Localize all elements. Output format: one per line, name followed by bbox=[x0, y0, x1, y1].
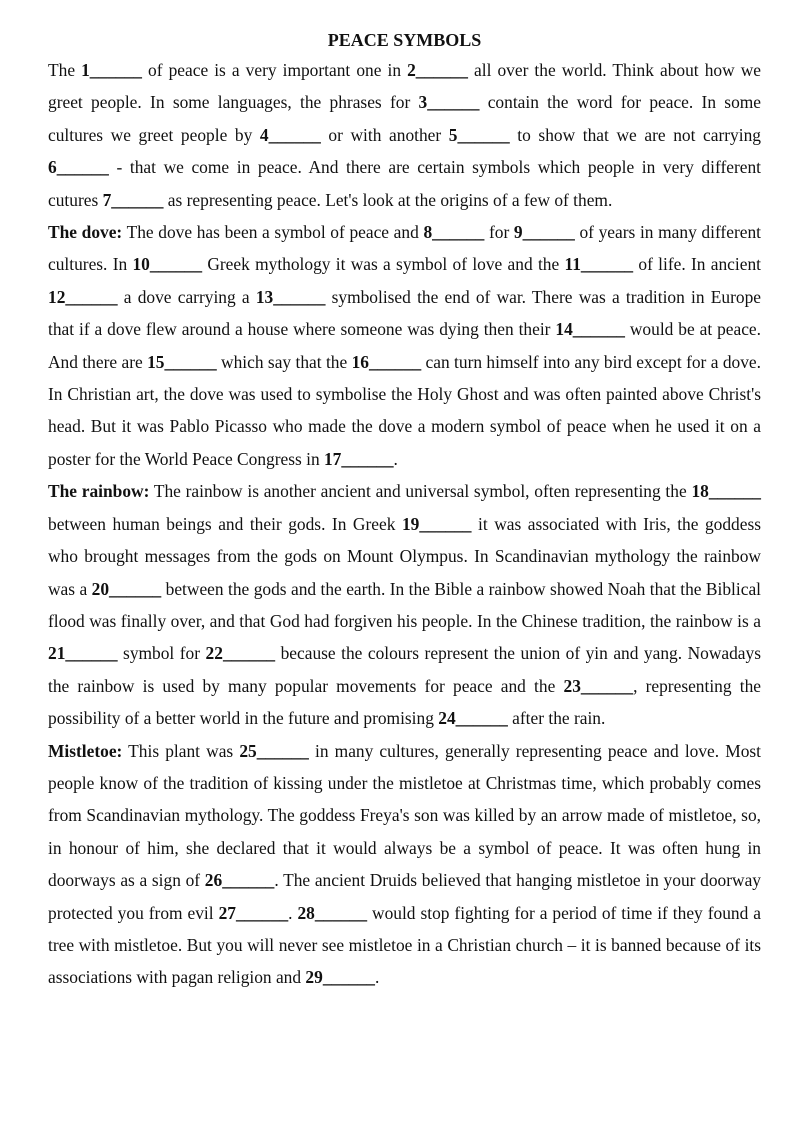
blank-gap: 3______ bbox=[418, 92, 480, 113]
blank-gap: 17______ bbox=[323, 448, 394, 469]
blank-gap: 8______ bbox=[423, 222, 485, 243]
paragraph bbox=[48, 735, 761, 994]
blank-gap: 26______ bbox=[204, 870, 275, 891]
page-title: PEACE SYMBOLS bbox=[327, 30, 482, 50]
blank-gap: 13______ bbox=[255, 286, 326, 307]
body-text: or with another bbox=[320, 124, 449, 145]
blank-gap: 5______ bbox=[448, 124, 510, 145]
blank-gap: 19______ bbox=[401, 513, 472, 534]
body-text: as representing peace. Let's look at the origins of a few of them. bbox=[163, 189, 613, 210]
blank-gap: 29______ bbox=[305, 967, 375, 988]
body-text: a dove carrying a bbox=[117, 286, 256, 307]
body-text: - that we come in peace. And there are certain symbols which people in very different cutures bbox=[48, 157, 761, 210]
body-text: symbolised the end of war. There was a tradition in Europe that if a dove flew around a house where someone was dying then their bbox=[48, 286, 762, 340]
blank-gap: 10______ bbox=[132, 254, 203, 275]
blank-gap: 12______ bbox=[48, 286, 118, 307]
section-heading: Mistletoe: bbox=[48, 740, 123, 761]
body-text: it was associated with Iris, the goddess who brought messages from the gods on Mount Olympus. In Scandinavian mythology the rainbow was a bbox=[48, 513, 761, 599]
blank-gap: 20______ bbox=[91, 578, 162, 599]
blank-gap: 22______ bbox=[205, 643, 276, 664]
blank-gap: 25______ bbox=[239, 740, 309, 761]
blank-gap: 23______ bbox=[563, 675, 634, 696]
body-text: would be at peace. And there are bbox=[48, 319, 761, 372]
body-text: for bbox=[484, 222, 514, 243]
body-text: , representing the possibility of a better world in the future and promising bbox=[48, 675, 761, 729]
blank-gap: 2______ bbox=[407, 60, 468, 80]
paragraph bbox=[48, 475, 761, 734]
body-text: of peace is a very important one in bbox=[141, 60, 408, 80]
body-text: between the gods and the earth. In the Bible a rainbow showed Noah that the Biblical flood was finally over, and that God had forgiven his people. In the Chinese tradition, the rainbow is a bbox=[48, 578, 761, 631]
body-text: in many cultures, generally representing peace and love. Most people know of the tradition of kissing under the mistletoe at Christmas time, which probably comes from Scandinavian mythology. The goddess Freya's son was killed by an arrow made of mistletoe, so, in honour of him, she declared that it would always be a symbol of peace. It was often hung in doorways as a sign of bbox=[48, 740, 761, 891]
blank-gap: 6______ bbox=[48, 157, 109, 178]
blank-gap: 21______ bbox=[48, 643, 118, 664]
worksheet-page bbox=[48, 26, 761, 994]
body-text: contain the word for peace. In some cultures we greet people by bbox=[48, 92, 762, 145]
body-text: after the rain. bbox=[507, 708, 606, 729]
body-text: of years in many different cultures. In bbox=[48, 222, 761, 275]
body-text: . The ancient Druids believed that hanging mistletoe in your doorway protected you from evil bbox=[48, 870, 761, 923]
worksheet-body bbox=[48, 54, 761, 994]
body-text: between human beings and their gods. In Greek bbox=[48, 513, 402, 534]
blank-gap: 1______ bbox=[81, 60, 142, 80]
blank-gap: 18______ bbox=[691, 481, 761, 502]
body-text: . bbox=[288, 902, 298, 923]
blank-gap: 14______ bbox=[555, 319, 625, 340]
blank-gap: 16______ bbox=[351, 351, 422, 372]
blank-gap: 7______ bbox=[102, 189, 164, 210]
blank-gap: 15______ bbox=[147, 351, 217, 372]
blank-gap: 27______ bbox=[218, 902, 289, 923]
body-text: all over the world. Think about how we greet people. In some languages, the phrases for bbox=[48, 60, 761, 113]
body-text: The rainbow is another ancient and universal symbol, often representing the bbox=[149, 481, 692, 502]
blank-gap: 9______ bbox=[513, 222, 575, 243]
body-text: Greek mythology it was a symbol of love and the bbox=[202, 254, 565, 275]
section-heading: The dove: bbox=[48, 222, 123, 243]
body-text: . bbox=[374, 967, 380, 988]
blank-gap: 24______ bbox=[438, 708, 508, 729]
body-text: because the colours represent the union of yin and yang. Nowadays the rainbow is used by many popular movements for peace and the bbox=[48, 643, 761, 696]
body-text: to show that we are not carrying bbox=[509, 124, 761, 145]
body-text: can turn himself into any bird except for a dove. In Christian art, the dove was used to symbolise the Holy Ghost and was often painted above Christ's head. But it was Pablo Picasso who made the dove a modern symbol of peace when he used it on a poster for the World Peace Congress in bbox=[48, 351, 761, 469]
section-heading: The rainbow: bbox=[48, 481, 150, 502]
blank-gap: 28______ bbox=[297, 902, 368, 923]
paragraph bbox=[48, 216, 761, 475]
body-text: This plant was bbox=[122, 740, 240, 761]
body-text: of life. In ancient bbox=[633, 254, 761, 275]
body-text: would stop fighting for a period of time if they found a tree with mistletoe. But you will never see mistletoe in a Christian church – it is banned because of its associations with pagan religion and bbox=[48, 902, 761, 988]
body-text: The dove has been a symbol of peace and bbox=[122, 222, 424, 243]
paragraph bbox=[48, 54, 761, 216]
blank-gap: 11______ bbox=[564, 254, 634, 275]
body-text: . bbox=[393, 448, 398, 469]
blank-gap: 4______ bbox=[259, 124, 321, 145]
body-text: which say that the bbox=[216, 351, 352, 372]
body-text: The bbox=[48, 60, 82, 80]
body-text: symbol for bbox=[117, 643, 206, 664]
